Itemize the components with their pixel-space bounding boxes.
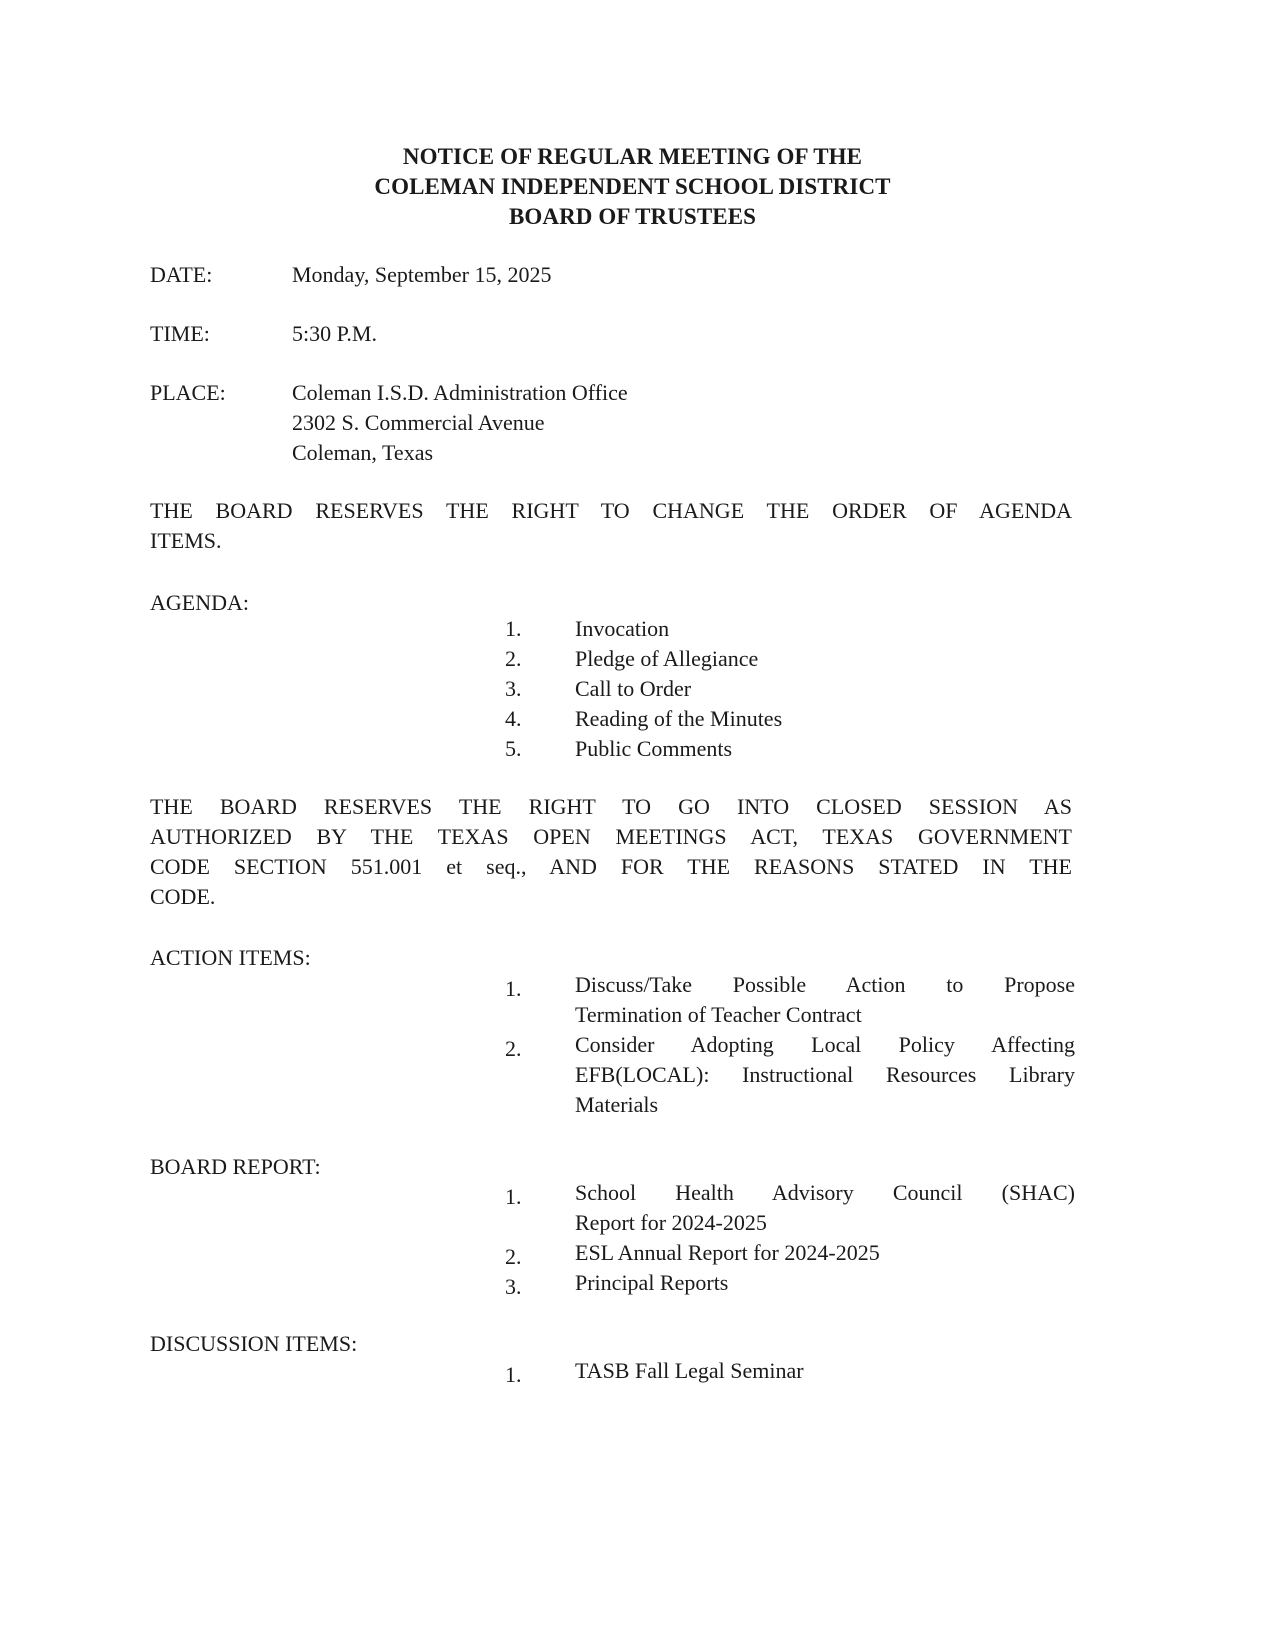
agenda-item — [505, 704, 1075, 734]
board-report-text — [575, 1178, 1075, 1238]
header-line-3: BOARD OF TRUSTEES — [508, 204, 757, 229]
board-report-line: Report for 2024-2025 — [575, 1210, 767, 1235]
action-item-number: 1. — [505, 976, 522, 1001]
action-item-line: Consider Adopting Local Policy Affecting — [575, 1032, 1075, 1057]
action-items-list — [505, 970, 1075, 1120]
board-report-number: 2. — [505, 1244, 522, 1269]
time-label: TIME: — [150, 321, 210, 346]
time-value: 5:30 P.M. — [292, 321, 377, 346]
board-report-number: 1. — [505, 1184, 522, 1209]
closed-session-notice — [150, 792, 1072, 912]
place-line-3: Coleman, Texas — [292, 440, 434, 465]
board-report-text — [575, 1238, 1075, 1268]
discussion-items-list — [505, 1356, 1075, 1386]
action-item — [505, 1030, 1075, 1120]
discussion-item — [505, 1356, 1075, 1386]
order-notice-line-2: ITEMS. — [150, 528, 222, 553]
discussion-item-number: 1. — [505, 1362, 522, 1387]
date-label: DATE: — [150, 262, 213, 287]
closed-notice-line-4: CODE. — [150, 884, 216, 909]
board-report-label: BOARD REPORT: — [150, 1154, 321, 1179]
order-change-notice — [150, 496, 1072, 556]
agenda-item-number: 2. — [505, 646, 522, 671]
board-report-list — [505, 1178, 1075, 1298]
agenda-item — [505, 734, 1075, 764]
agenda-item-number: 3. — [505, 676, 522, 701]
board-report-line: ESL Annual Report for 2024-2025 — [575, 1240, 880, 1265]
action-item-number: 2. — [505, 1036, 522, 1061]
action-item-text — [575, 970, 1075, 1030]
place-line-2: 2302 S. Commercial Avenue — [292, 410, 545, 435]
agenda-item — [505, 644, 1075, 674]
agenda-item — [505, 614, 1075, 644]
action-items-label: ACTION ITEMS: — [150, 945, 311, 970]
agenda-item-text: Public Comments — [575, 736, 733, 761]
agenda-item-number: 4. — [505, 706, 522, 731]
agenda-label: AGENDA: — [150, 590, 249, 615]
agenda-item — [505, 674, 1075, 704]
agenda-item-text: Reading of the Minutes — [575, 706, 783, 731]
discussion-items-label: DISCUSSION ITEMS: — [150, 1331, 358, 1356]
order-notice-line-1: THE BOARD RESERVES THE RIGHT TO CHANGE THE ORDER OF AGENDA — [150, 498, 1072, 523]
place-value — [292, 378, 628, 468]
action-item-line: Discuss/Take Possible Action to Propose — [575, 972, 1075, 997]
closed-notice-line-2: AUTHORIZED BY THE TEXAS OPEN MEETINGS ACT, TEXAS GOVERNMENT — [150, 824, 1072, 849]
board-report-item — [505, 1238, 1075, 1268]
notice-header — [0, 142, 1265, 232]
agenda-item-text: Invocation — [575, 616, 670, 641]
closed-notice-line-1: THE BOARD RESERVES THE RIGHT TO GO INTO CLOSED SESSION AS — [150, 794, 1072, 819]
discussion-item-line: TASB Fall Legal Seminar — [575, 1358, 804, 1383]
agenda-item-text: Pledge of Allegiance — [575, 646, 759, 671]
agenda-item-text: Call to Order — [575, 676, 692, 701]
board-report-text — [575, 1268, 1075, 1298]
discussion-item-text — [575, 1356, 1075, 1386]
agenda-item-number: 5. — [505, 736, 522, 761]
date-value: Monday, September 15, 2025 — [292, 262, 552, 287]
place-label: PLACE: — [150, 380, 226, 405]
header-line-1: NOTICE OF REGULAR MEETING OF THE — [402, 144, 863, 169]
closed-notice-line-3: CODE SECTION 551.001 et seq., AND FOR THE REASONS STATED IN THE — [150, 854, 1072, 879]
board-report-line: Principal Reports — [575, 1270, 729, 1295]
action-item-line: Materials — [575, 1092, 659, 1117]
board-report-item — [505, 1268, 1075, 1298]
board-report-item — [505, 1178, 1075, 1238]
action-item-line: Termination of Teacher Contract — [575, 1002, 862, 1027]
board-report-line: School Health Advisory Council (SHAC) — [575, 1180, 1075, 1205]
agenda-item-number: 1. — [505, 616, 522, 641]
action-item — [505, 970, 1075, 1030]
action-item-line: EFB(LOCAL): Instructional Resources Library — [575, 1062, 1075, 1087]
action-item-text — [575, 1030, 1075, 1120]
agenda-list — [505, 614, 1075, 764]
header-line-2: COLEMAN INDEPENDENT SCHOOL DISTRICT — [374, 174, 891, 199]
board-report-number: 3. — [505, 1274, 522, 1299]
place-line-1: Coleman I.S.D. Administration Office — [292, 380, 628, 405]
